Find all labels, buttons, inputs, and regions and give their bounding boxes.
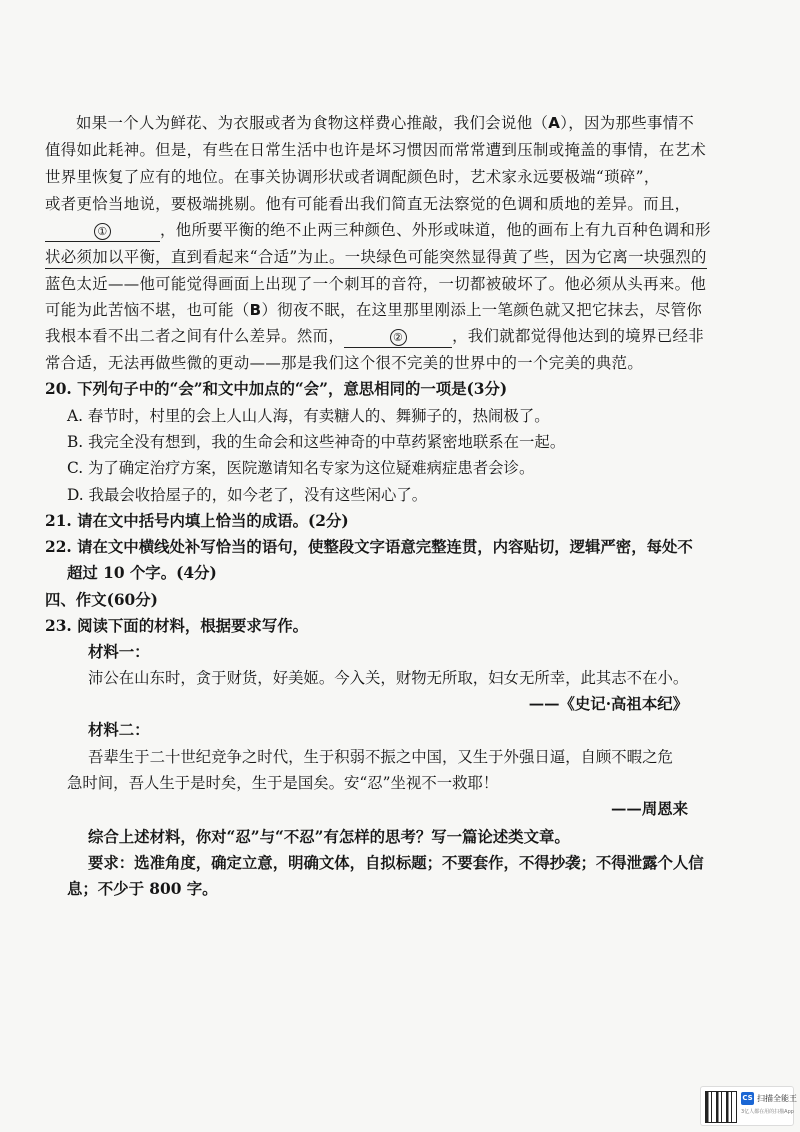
material-1-text: 沛公在山东时，贪于财货，好美姬。今入关，财物无所取，妇女无所幸，此其志不在小。 xyxy=(88,669,689,687)
scanner-watermark xyxy=(700,1086,797,1126)
question-22-stem-line-2: 超过 10 个字。(4分) xyxy=(67,564,217,582)
writing-requirements-line-2: 息；不少于 800 字。 xyxy=(67,880,218,898)
question-23-stem: 23. 阅读下面的材料，根据要求写作。 xyxy=(45,617,308,635)
passage-line-10: 常合适，无法再做些微的更动——那是我们这个很不完美的世界中的一个完美的典范。 xyxy=(45,354,644,372)
material-1-label: 材料一： xyxy=(88,643,150,661)
question-21-stem: 21. 请在文中括号内填上恰当的成语。(2分) xyxy=(45,512,349,530)
qr-code-icon xyxy=(705,1091,737,1123)
watermark-subtitle: 3亿人都在用的扫描App xyxy=(741,1109,794,1115)
question-20-option-a: A. 春节时，村里的会上人山人海，有卖糖人的、舞狮子的，热闹极了。 xyxy=(67,407,550,425)
passage-line-3: 世界里恢复了应有的地位。在事关协调形状或者调配颜色时，艺术家永远要极端“琐碎”， xyxy=(45,168,660,186)
section-4-title: 四、作文(60分) xyxy=(45,591,158,609)
camscanner-logo-icon: CS xyxy=(741,1092,754,1105)
passage-line-4: 或者更恰当地说，要极端挑剔。他有可能看出我们简直无法察觉的色调和质地的差异。而且， xyxy=(45,195,691,213)
passage-line-1: 如果一个人为鲜花、为衣服或者为食物这样费心推敲，我们会说他（A），因为那些事情不 xyxy=(76,114,695,132)
passage-line-9: 我根本看不出二者之间有什么差异。然而， ② ，我们就都觉得他达到的境界已经非 xyxy=(0,325,800,348)
handwritten-answer-b: B xyxy=(249,301,262,319)
passage-line-6: 状必须加以平衡，直到看起来“合适”为止。一块绿色可能突然显得黄了些，因为它离一块强烈的 xyxy=(0,246,800,269)
material-2-text-line-1: 吾辈生于二十世纪竞争之时代，生于积弱不振之中国，又生于外强日逼，自顾不暇之危 xyxy=(88,748,673,766)
blank-2-marker: ② xyxy=(390,329,407,346)
material-2-text-line-2: 急时间，吾人生于是时矣，生于是国矣。安“忍”坐视不一救耶！ xyxy=(67,774,499,792)
question-20-option-d: D. 我最会收拾屋子的，如今老了，没有这些闲心了。 xyxy=(67,486,428,504)
watermark-brand: 扫描全能王 xyxy=(757,1094,797,1103)
writing-requirements-line-1: 要求：选准角度，确定立意，明确文体，自拟标题；不要套作，不得抄袭；不得泄露个人信 xyxy=(88,854,704,872)
material-1-source: ——《史记·高祖本纪》 xyxy=(528,695,688,713)
blank-1-marker: ① xyxy=(94,223,111,240)
material-2-source: ——周恩来 xyxy=(611,800,688,818)
passage-line-8: 可能为此苦恼不堪，也可能（B）彻夜不眠，在这里那里刚添上一笔颜色就又把它抹去，尽管你 xyxy=(45,301,703,319)
passage-line-2: 值得如此耗神。但是，有些在日常生活中也许是坏习惯因而常常遭到压制或掩盖的事情，在艺术 xyxy=(45,141,707,159)
question-20-stem: 20. 下列句子中的“会”和文中加点的“会”，意思相同的一项是(3分) xyxy=(45,380,508,398)
material-2-label: 材料二： xyxy=(88,721,150,739)
writing-prompt: 综合上述材料，你对“忍”与“不忍”有怎样的思考？写一篇论述类文章。 xyxy=(88,828,570,846)
question-20-option-c: C. 为了确定治疗方案，医院邀请知名专家为这位疑难病症患者会诊。 xyxy=(67,459,535,477)
passage-line-5: ① ，他所要平衡的绝不止两三种颜色、外形或味道，他的画布上有九百种色调和形 xyxy=(0,219,800,242)
blank-2 xyxy=(344,325,452,348)
question-22-stem-line-1: 22. 请在文中横线处补写恰当的语句，使整段文字语意完整连贯，内容贴切，逻辑严密，每处不 xyxy=(45,538,693,556)
blank-1 xyxy=(45,219,160,242)
passage-line-7: 蓝色太近——他可能觉得画面上出现了一个刺耳的音符，一切都被破坏了。他必须从头再来。他 xyxy=(45,275,707,293)
handwritten-answer-a: A xyxy=(548,114,561,132)
question-20-option-b: B. 我完全没有想到，我的生命会和这些神奇的中草药紧密地联系在一起。 xyxy=(67,433,566,451)
